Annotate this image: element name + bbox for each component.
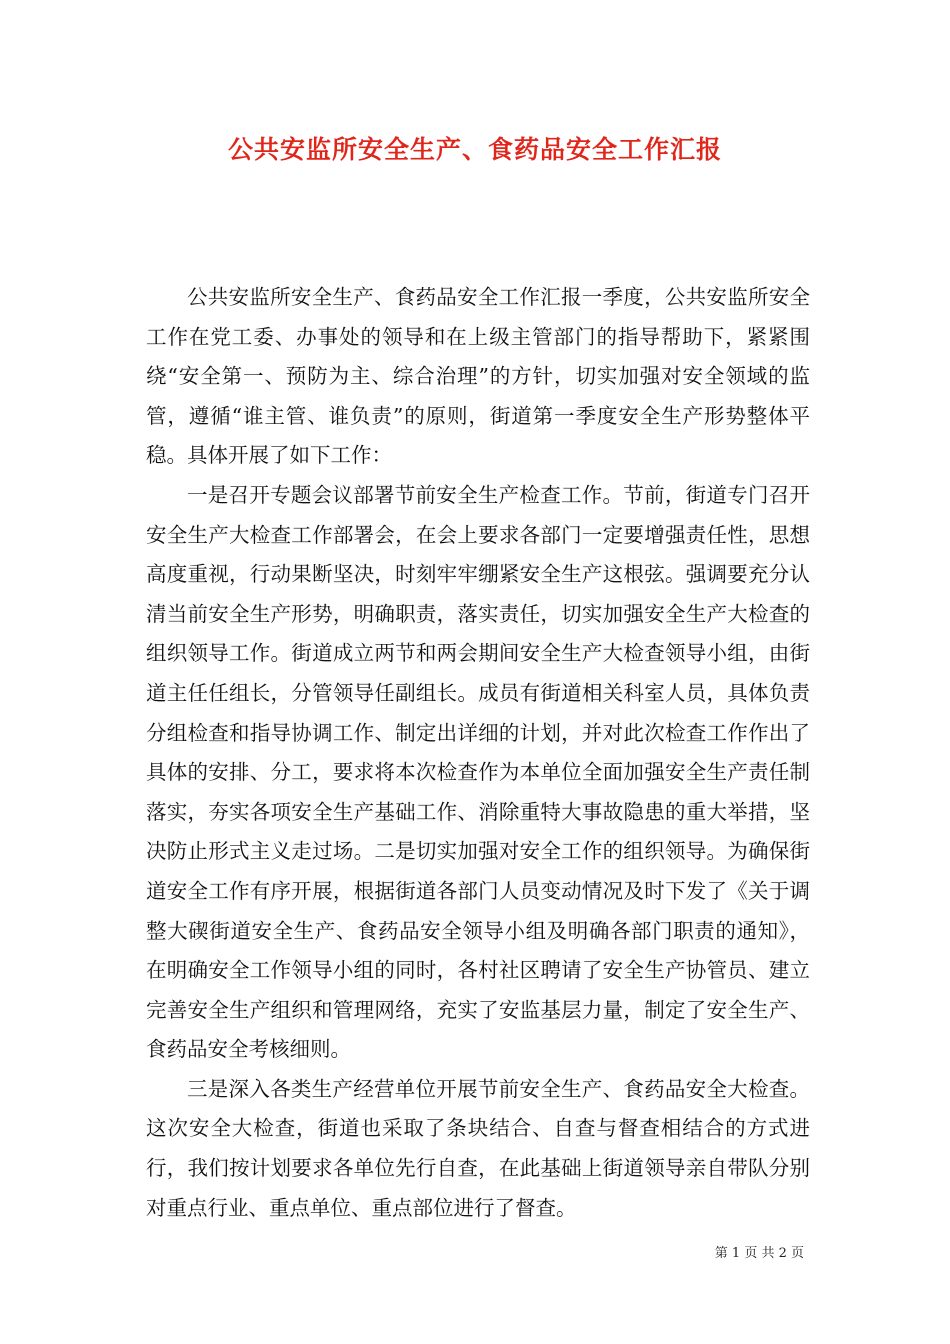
paragraph-intro: 公共安监所安全生产、食药品安全工作汇报一季度，公共安监所安全工作在党工委、办事处的领导和在上级主管部门的指导帮助下，紧紧围绕“安全第一、预防为主、综合治理”的方针，切实加强对安全领域的监管，遵循“谁主管、谁负责”的原则，街道第一季度安全生产形势整体平稳。具体开展了如下工作： [146, 285, 810, 468]
document-title: 公共安监所安全生产、食药品安全工作汇报 [227, 135, 722, 164]
document-body [146, 278, 810, 1228]
paragraph-one: 一是召开专题会议部署节前安全生产检查工作。节前，街道专门召开安全生产大检查工作部署会，在会上要求各部门一定要增强责任性，思想高度重视，行动果断坚决，时刻牢牢绷紧安全生产这根弦。强调要充分认清当前安全生产形势，明确职责，落实责任，切实加强安全生产大检查的组织领导工作。街道成立两节和两会期间安全生产大检查领导小组，由街道主任任组长，分管领导任副组长。成员有街道相关科室人员，具体负责分组检查和指导协调工作、制定出详细的计划，并对此次检查工作作出了具体的安排、分工，要求将本次检查作为本单位全面加强安全生产责任制落实，夯实各项安全生产基础工作、消除重特大事故隐患的重大举措，坚决防止形式主义走过场。二是切实加强对安全工作的组织领导。为确保街道安全工作有序开展，根据街道各部门人员变动情况及时下发了《关于调整大碶街道安全生产、食药品安全领导小组及明确各部门职责的通知》，在明确安全工作领导小组的同时，各村社区聘请了安全生产协管员、建立完善安全生产组织和管理网络，充实了安监基层力量，制定了安全生产、食药品安全考核细则。 [146, 482, 810, 1062]
page-number-footer: 第 1 页 共 2 页 [714, 1246, 804, 1261]
paragraph-three: 三是深入各类生产经营单位开展节前安全生产、食药品安全大检查。这次安全大检查，街道也采取了条块结合、自查与督查相结合的方式进行，我们按计划要求各单位先行自查，在此基础上街道领导亲自带队分别对重点行业、重点单位、重点部位进行了督查。 [146, 1076, 810, 1220]
